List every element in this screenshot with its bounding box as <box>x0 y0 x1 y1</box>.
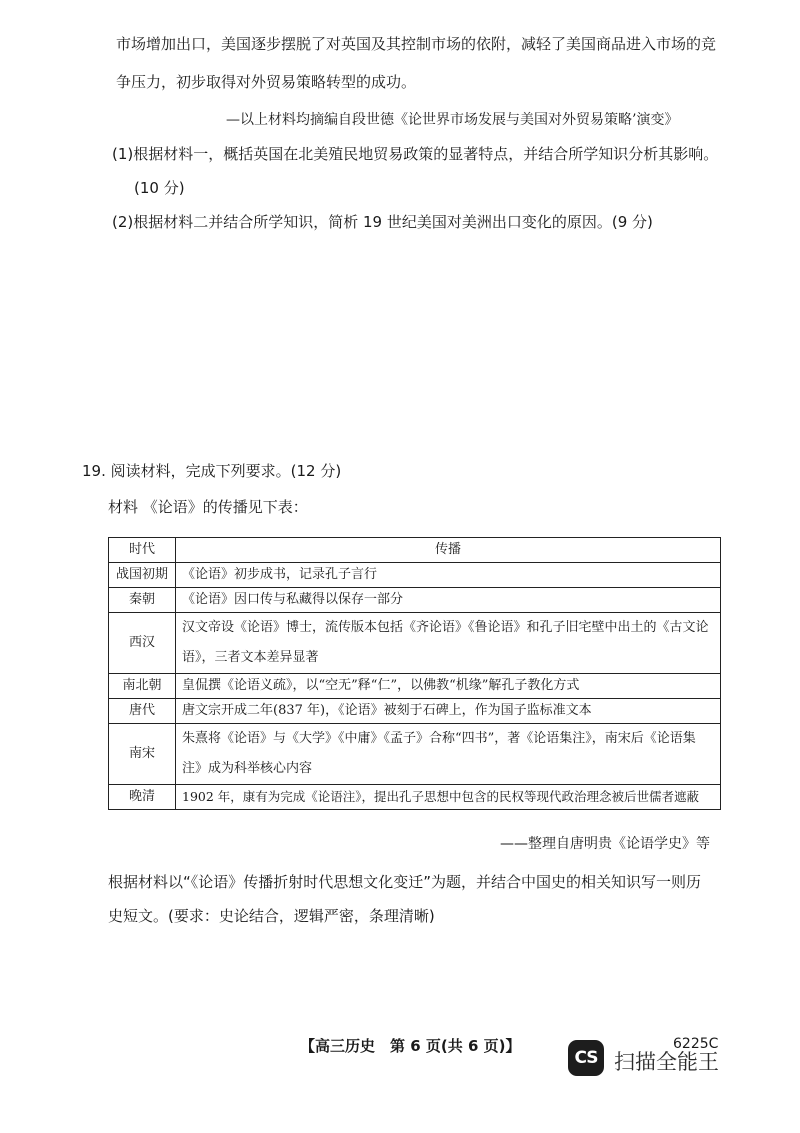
table-cell-text: 1902 年，康有为完成《论语注》，提出孔子思想中包含的民权等现代政治理念被后世儒者遮蔽 <box>176 785 721 810</box>
material-two-line-2: 争压力，初步取得对外贸易策略转型的成功。 <box>116 73 417 91</box>
q19-task-line1: 根据材料以“《论语》传播折射时代思想文化变迁”为题，并结合中国史的相关知识写一则历 <box>108 873 702 891</box>
paper-code: 6225C <box>673 1036 719 1052</box>
table-header-row <box>109 538 721 563</box>
table-header-era: 时代 <box>109 538 176 563</box>
camscanner-name: 扫描全能王 <box>614 1050 719 1074</box>
table-row <box>109 613 721 674</box>
table-cell-era: 秦朝 <box>109 588 176 613</box>
table-cell-text: 朱熹将《论语》与《大学》《中庸》《孟子》合称“四书”，著《论语集注》，南宋后《论语集注》成为科举核心内容 <box>176 724 721 785</box>
table-cell-era: 南北朝 <box>109 674 176 699</box>
spread-table <box>108 537 721 810</box>
table-cell-text: 《论语》初步成书，记录孔子言行 <box>176 563 721 588</box>
table-header-spread: 传播 <box>176 538 721 563</box>
material-two-source: —以上材料均摘编自段世德《论世界市场发展与美国对外贸易策略’演变》 <box>226 112 679 128</box>
table-cell-text: 汉文帝设《论语》博士，流传版本包括《齐论语》《鲁论语》和孔子旧宅壁中出土的《古文论语》，三者文本差异显著 <box>176 613 721 674</box>
q18-part2: (2)根据材料二并结合所学知识，简析 19 世纪美国对美洲出口变化的原因。(9 分) <box>112 213 653 231</box>
table-row <box>109 724 721 785</box>
table-cell-era: 唐代 <box>109 699 176 724</box>
table-cell-era: 南宋 <box>109 724 176 785</box>
q19-source: ——整理自唐明贵《论语学史》等 <box>500 836 710 852</box>
material-two-line-1: 市场增加出口，美国逐步摆脱了对英国及其控制市场的依附，减轻了美国商品进入市场的竞 <box>116 35 717 53</box>
table-cell-text: 《论语》因口传与私藏得以保存一部分 <box>176 588 721 613</box>
table-cell-text: 唐文宗开成二年(837 年)，《论语》被刻于石碑上，作为国子监标准文本 <box>176 699 721 724</box>
table-cell-text: 皇侃撰《论语义疏》，以“空无”释“仁”，以佛教“机缘”解孔子教化方式 <box>176 674 721 699</box>
q19-task-line2: 史短文。(要求：史论结合，逻辑严密，条理清晰) <box>108 907 435 925</box>
table-cell-era: 晚清 <box>109 785 176 810</box>
q18-part1-line2: (10 分) <box>134 179 185 197</box>
table-row <box>109 785 721 810</box>
q19-title: 19. 阅读材料，完成下列要求。(12 分) <box>82 462 342 480</box>
q18-part1-line1: (1)根据材料一，概括英国在北美殖民地贸易政策的显著特点，并结合所学知识分析其影响。 <box>112 145 719 163</box>
table-row <box>109 674 721 699</box>
table-cell-era: 西汉 <box>109 613 176 674</box>
camscanner-logo-icon: CS <box>568 1040 604 1076</box>
table-cell-era: 战国初期 <box>109 563 176 588</box>
table-row <box>109 588 721 613</box>
table-row <box>109 563 721 588</box>
table-row <box>109 699 721 724</box>
page-footer: 【高三历史 第 6 页(共 6 页)】 <box>300 1037 521 1055</box>
q19-intro: 材料 《论语》的传播见下表： <box>108 498 308 516</box>
